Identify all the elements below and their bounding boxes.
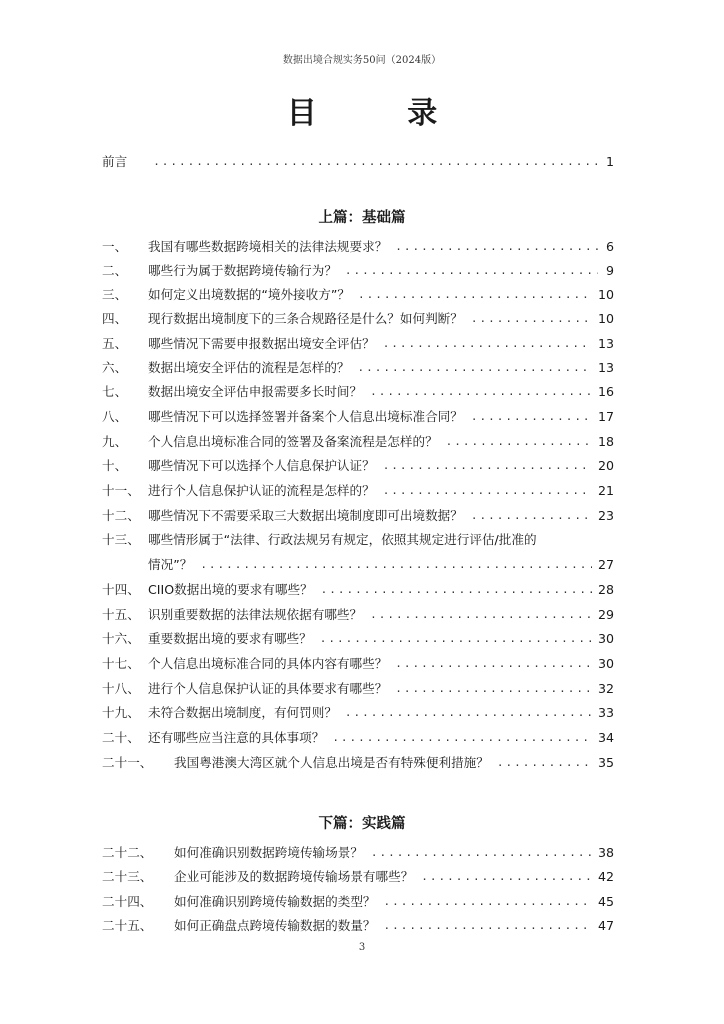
toc-number: 五、: [102, 336, 128, 351]
toc-number: 二、: [102, 263, 128, 278]
toc-number: 八、: [102, 409, 128, 424]
section-heading-part2: 下篇：实践篇: [318, 815, 406, 832]
toc-label: 如何准确识别跨境传输数据的类型？: [174, 894, 376, 909]
toc-label: 未符合数据出境制度，有何罚则？: [148, 705, 337, 720]
toc-label: 哪些行为属于数据跨境传输行为？: [148, 263, 337, 278]
toc-page-number: 27: [597, 557, 614, 572]
leader-dots: [471, 308, 592, 330]
toc-page-number: 20: [597, 458, 614, 473]
toc-number: 二十三、: [102, 869, 153, 884]
toc-entry[interactable]: [102, 357, 614, 379]
toc-label: 进行个人信息保护认证的具体要求有哪些？: [148, 681, 388, 696]
leader-dots: [370, 604, 592, 626]
toc-entry[interactable]: [102, 381, 614, 403]
toc-label: 哪些情况下可以选择个人信息保护认证？: [148, 458, 375, 473]
leader-dots: [471, 406, 592, 428]
toc-label: 重要数据出境的要求有哪些？: [148, 631, 312, 646]
toc-entry[interactable]: [102, 702, 614, 724]
leader-dots: [358, 284, 592, 306]
toc-number: 六、: [102, 360, 128, 375]
toc-entry[interactable]: [102, 308, 614, 330]
toc-page-number: 29: [597, 607, 614, 622]
leader-dots: [200, 554, 592, 576]
toc-entry[interactable]: [102, 604, 614, 626]
toc-label: CIIO数据出境的要求有哪些？: [148, 582, 313, 597]
page-title: 目 录: [286, 96, 478, 131]
toc-number: 十、: [102, 458, 128, 473]
toc-label: 如何正确盘点跨境传输数据的数量？: [174, 918, 376, 933]
leader-dots: [371, 842, 592, 864]
toc-number: 一、: [102, 239, 128, 254]
toc-page-number: 47: [597, 918, 614, 933]
toc-entry[interactable]: [102, 406, 614, 428]
toc-page-number: 16: [597, 384, 614, 399]
leader-dots: [446, 431, 592, 453]
toc-page-number: 10: [597, 287, 614, 302]
toc-label: 数据出境安全评估申报需要多长时间？: [148, 384, 363, 399]
toc-label: 我国有哪些数据跨境相关的法律法规要求？: [148, 239, 388, 254]
toc-entry[interactable]: [102, 333, 614, 355]
toc-entry[interactable]: [102, 678, 614, 700]
toc-label: 哪些情况下需要申报数据出境安全评估？: [148, 336, 375, 351]
toc-page-number: 42: [597, 869, 614, 884]
toc-number: 四、: [102, 311, 128, 326]
toc-entry[interactable]: [102, 842, 614, 864]
toc-entry[interactable]: [102, 455, 614, 477]
leader-dots: [383, 333, 592, 355]
leader-dots: [421, 866, 592, 888]
toc-number: 九、: [102, 434, 128, 449]
leader-dots: [370, 381, 592, 403]
toc-page-number: 30: [597, 656, 614, 671]
toc-number: 二十四、: [102, 894, 153, 909]
toc-number: 十九、: [102, 705, 140, 720]
toc-label: 识别重要数据的法律法规依据有哪些？: [148, 607, 363, 622]
toc-entry[interactable]: [102, 260, 614, 282]
toc-page-number: 18: [597, 434, 614, 449]
toc-entry[interactable]: [102, 727, 614, 749]
toc-label: 哪些情况下不需要采取三大数据出境制度即可出境数据？: [148, 508, 463, 523]
toc-page-number: 30: [597, 631, 614, 646]
running-header: 数据出境合规实务50问（2024版）: [282, 55, 442, 66]
toc-entry-continuation[interactable]: [102, 554, 614, 576]
toc-label: 哪些情况下可以选择签署并备案个人信息出境标准合同？: [148, 409, 463, 424]
toc-page-number: 23: [597, 508, 614, 523]
toc-page-number: 10: [597, 311, 614, 326]
leader-dots: [358, 357, 592, 379]
toc-label: 个人信息出境标准合同的具体内容有哪些？: [148, 656, 388, 671]
toc-label: 如何定义出境数据的“境外接收方”？: [148, 287, 350, 302]
toc-label: 个人信息出境标准合同的签署及备案流程是怎样的？: [148, 434, 438, 449]
toc-entry[interactable]: [102, 505, 614, 527]
toc-page-number: 21: [597, 483, 614, 498]
toc-entry[interactable]: [102, 915, 614, 937]
toc-page-number: 45: [597, 894, 614, 909]
toc-number: 十三、: [102, 532, 140, 547]
toc-page-number: 34: [597, 730, 614, 745]
toc-entry-multiline[interactable]: [102, 529, 614, 551]
leader-dots: [320, 628, 592, 650]
toc-label-continued: 情况”？: [148, 557, 193, 572]
toc-entry[interactable]: [102, 480, 614, 502]
toc-page-number: 35: [597, 755, 614, 770]
toc-number: 二十、: [102, 730, 140, 745]
toc-page-number: 13: [597, 360, 614, 375]
toc-number: 十一、: [102, 483, 140, 498]
toc-label: 哪些情形属于“法律、行政法规另有规定，依照其规定进行评估/批准的: [148, 532, 537, 547]
toc-page-number: 17: [597, 409, 614, 424]
toc-number: 二十二、: [102, 845, 153, 860]
toc-number: 二十一、: [102, 755, 153, 770]
toc-entry[interactable]: [102, 579, 614, 601]
toc-page-number: 9: [605, 263, 614, 278]
toc-entry[interactable]: [102, 236, 614, 258]
leader-dots: [383, 455, 592, 477]
toc-entry[interactable]: [102, 752, 614, 774]
page-number: 3: [358, 942, 366, 953]
toc-page-number: 13: [597, 336, 614, 351]
toc-page-number: 38: [597, 845, 614, 860]
toc-page-number: 32: [597, 681, 614, 696]
toc-number: 十四、: [102, 582, 140, 597]
toc-label: 前言: [102, 154, 128, 169]
toc-label: 进行个人信息保护认证的流程是怎样的？: [148, 483, 375, 498]
toc-label: 还有哪些应当注意的具体事项？: [148, 730, 325, 745]
leader-dots: [345, 260, 598, 282]
leader-dots: [497, 752, 592, 774]
leader-dots: [395, 236, 598, 258]
leader-dots: [345, 702, 592, 724]
toc-page-number: 6: [605, 239, 614, 254]
toc-entry[interactable]: [102, 284, 614, 306]
toc-page-number: 33: [597, 705, 614, 720]
toc-number: 十八、: [102, 681, 140, 696]
toc-label: 我国粤港澳大湾区就个人信息出境是否有特殊便利措施？: [174, 755, 489, 770]
leader-dots: [321, 579, 592, 601]
toc-entry[interactable]: [102, 653, 614, 675]
leader-dots: [383, 480, 592, 502]
leader-dots: [395, 678, 592, 700]
toc-number: 七、: [102, 384, 128, 399]
toc-number: 十六、: [102, 631, 140, 646]
leader-dots: [395, 653, 592, 675]
leader-dots: [471, 505, 592, 527]
toc-entry[interactable]: [102, 891, 614, 913]
toc-page-number: 28: [597, 582, 614, 597]
toc-entry-preface[interactable]: [102, 151, 614, 173]
toc-number: 十七、: [102, 656, 140, 671]
toc-page-number: 1: [605, 154, 614, 169]
toc-label: 企业可能涉及的数据跨境传输场景有哪些？: [174, 869, 414, 884]
leader-dots: [332, 727, 592, 749]
leader-dots: [384, 891, 592, 913]
toc-entry[interactable]: [102, 866, 614, 888]
toc-number: 二十五、: [102, 918, 153, 933]
toc-entry[interactable]: [102, 431, 614, 453]
toc-label: 如何准确识别数据跨境传输场景？: [174, 845, 363, 860]
toc-number: 十二、: [102, 508, 140, 523]
leader-dots: [153, 151, 598, 173]
toc-entry[interactable]: [102, 628, 614, 650]
toc-number: 三、: [102, 287, 128, 302]
toc-number: 十五、: [102, 607, 140, 622]
section-heading-part1: 上篇：基础篇: [318, 209, 406, 226]
leader-dots: [384, 915, 592, 937]
toc-label: 数据出境安全评估的流程是怎样的？: [148, 360, 350, 375]
toc-label: 现行数据出境制度下的三条合规路径是什么？如何判断？: [148, 311, 463, 326]
